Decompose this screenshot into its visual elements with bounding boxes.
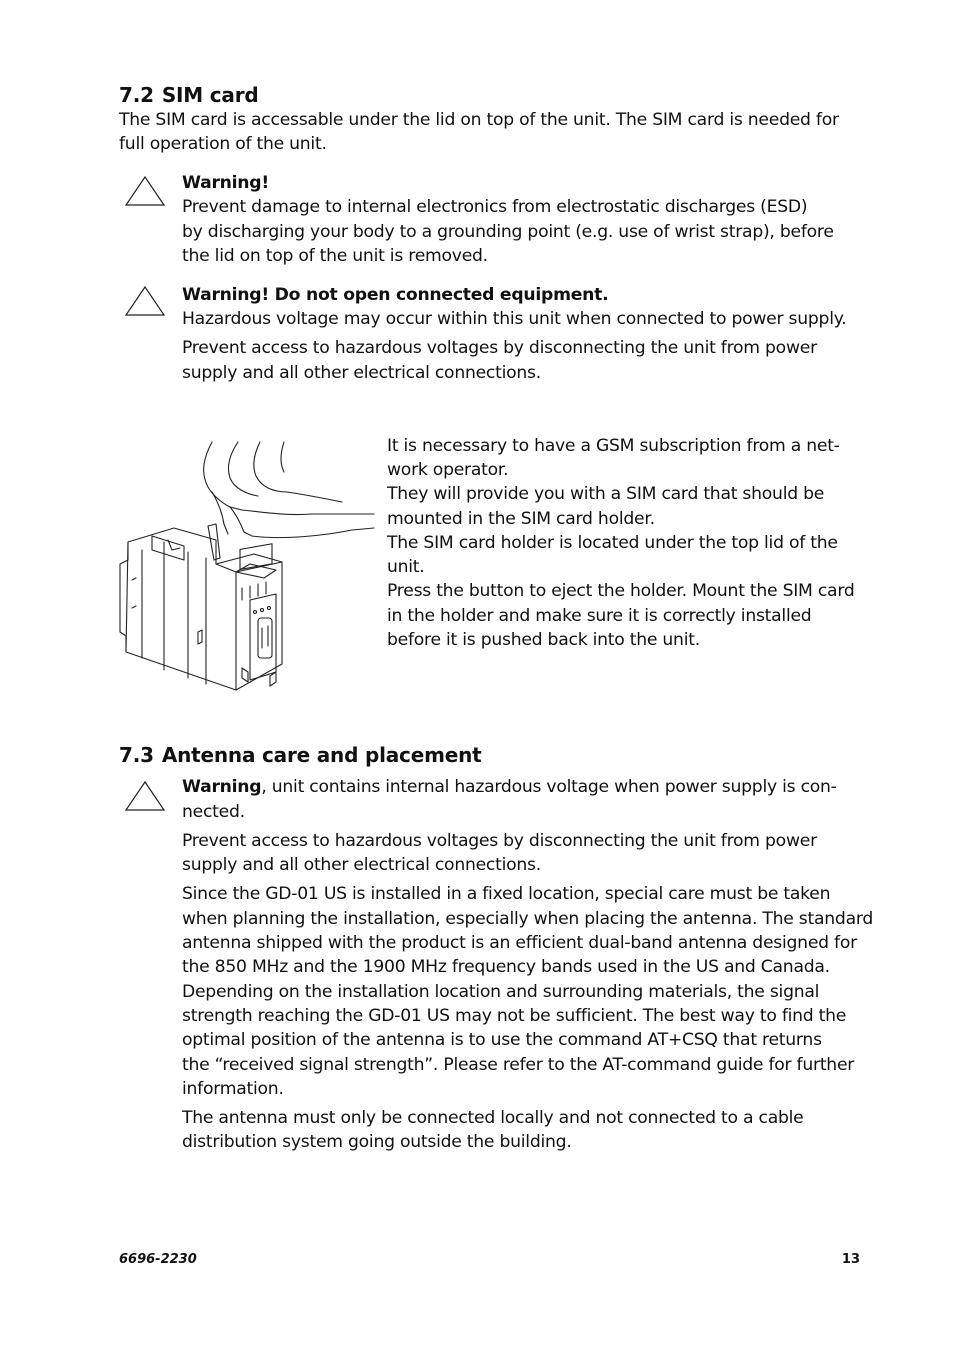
figure-text-line: Press the button to eject the holder. Mount the SIM card bbox=[387, 581, 855, 601]
figure-text-line: They will provide you with a SIM card that should be bbox=[387, 484, 825, 504]
hand-inserting-sim-card-illustration bbox=[112, 432, 382, 702]
figure-text-line: It is necessary to have a GSM subscription from a net- bbox=[387, 436, 840, 456]
warning-triangle-icon bbox=[124, 780, 166, 812]
figure-text-line: before it is pushed back into the unit. bbox=[387, 630, 700, 650]
section-number: 7.2 bbox=[119, 83, 154, 107]
warning-text-line: the lid on top of the unit is removed. bbox=[182, 246, 488, 266]
intro-line: The SIM card is accessable under the lid on top of the unit. The SIM card is needed for bbox=[119, 110, 839, 130]
section-7-3-heading bbox=[119, 743, 481, 767]
figure-text-line: The SIM card holder is located under the top lid of the bbox=[387, 533, 838, 553]
body-text-line: the 850 MHz and the 1900 MHz frequency bands used in the US and Canada. bbox=[182, 957, 830, 977]
body-text-line: distribution system going outside the building. bbox=[182, 1132, 572, 1152]
body-text-line: Prevent access to hazardous voltages by disconnecting the unit from power bbox=[182, 831, 817, 851]
warning-bold: Warning bbox=[182, 777, 262, 797]
body-text-line: antenna shipped with the product is an efficient dual-band antenna designed for bbox=[182, 933, 857, 953]
body-text-line: Since the GD-01 US is installed in a fixed location, special care must be taken bbox=[182, 884, 831, 904]
warning-triangle-icon bbox=[124, 285, 166, 317]
warning-text-line: supply and all other electrical connections. bbox=[182, 363, 541, 383]
warning-text-line bbox=[182, 775, 837, 799]
figure-text-line: mounted in the SIM card holder. bbox=[387, 509, 655, 529]
footer-doc-number: 6696-2230 bbox=[119, 1252, 197, 1267]
warning-triangle-icon bbox=[124, 175, 166, 207]
figure-text-line: work operator. bbox=[387, 460, 509, 480]
body-text-line: the “received signal strength”. Please refer to the AT-command guide for further bbox=[182, 1055, 855, 1075]
footer-page-number: 13 bbox=[841, 1252, 860, 1267]
section-7-2-heading bbox=[119, 83, 259, 107]
body-text-line: information. bbox=[182, 1079, 284, 1099]
warning-heading: Warning! bbox=[182, 173, 269, 193]
warning-text-line: Prevent damage to internal electronics from electrostatic discharges (ESD) bbox=[182, 197, 808, 217]
section-number: 7.3 bbox=[119, 743, 154, 767]
warning-text-line: Prevent access to hazardous voltages by disconnecting the unit from power bbox=[182, 338, 817, 358]
body-text-line: Depending on the installation location and surrounding materials, the signal bbox=[182, 982, 820, 1002]
warning-rest: , unit contains internal hazardous voltage when power supply is con- bbox=[261, 777, 837, 797]
warning-heading: Warning! Do not open connected equipment. bbox=[182, 285, 609, 305]
warning-text-line: by discharging your body to a grounding point (e.g. use of wrist strap), before bbox=[182, 222, 834, 242]
body-text-line: strength reaching the GD-01 US may not be sufficient. The best way to find the bbox=[182, 1006, 847, 1026]
warning-text-line: Hazardous voltage may occur within this unit when connected to power supply. bbox=[182, 309, 847, 329]
intro-line: full operation of the unit. bbox=[119, 134, 327, 154]
body-text-line: The antenna must only be connected locally and not connected to a cable bbox=[182, 1108, 804, 1128]
body-text-line: supply and all other electrical connections. bbox=[182, 855, 541, 875]
section-title: Antenna care and placement bbox=[161, 743, 482, 767]
warning-text-line: nected. bbox=[182, 802, 245, 822]
body-text-line: when planning the installation, especially when placing the antenna. The standard bbox=[182, 909, 874, 929]
figure-text-line: unit. bbox=[387, 557, 425, 577]
body-text-line: optimal position of the antenna is to use the command AT+CSQ that returns bbox=[182, 1030, 822, 1050]
section-title: SIM card bbox=[161, 83, 259, 107]
figure-text-line: in the holder and make sure it is correctly installed bbox=[387, 606, 812, 626]
